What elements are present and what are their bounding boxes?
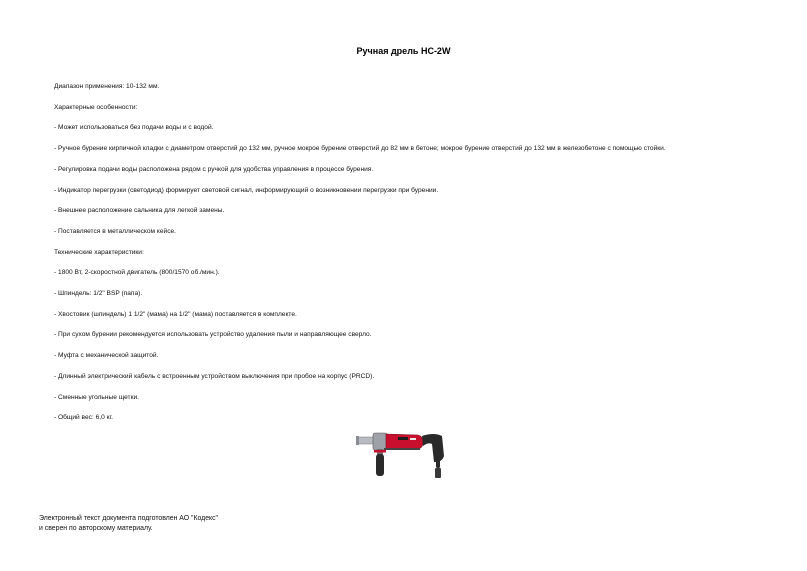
feature-item: - Индикатор перегрузки (светодиод) формирует световой сигнал, информирующий о возникновении перегрузки при бурении. (54, 186, 439, 194)
spec-item: - Общий вес: 6,0 кг. (54, 414, 113, 422)
feature-item: - Может использоваться без подачи воды и с водой. (54, 124, 214, 132)
features-heading: Характерные особенности: (54, 103, 138, 111)
feature-item: - Внешнее расположение сальника для легкой замены. (54, 207, 225, 215)
feature-item: - Ручное бурение кирпичной кладки с диаметром отверстий до 132 мм, ручное мокрое бурение отверстий до 82 мм в бетоне; мокрое бурение отверстий до 132 мм в железобетоне с помощью стойки. (54, 145, 666, 153)
spec-item: - Муфта с механической защитой. (54, 352, 159, 360)
feature-item: - Поставляется в металлическом кейсе. (54, 227, 177, 235)
specs-heading: Технические характеристики: (54, 248, 144, 256)
spec-item: - Хвостовик (шпиндель) 1 1/2" (мама) на 1/2" (мама) поставляется в комплекте. (54, 310, 297, 318)
spec-item: - Длинный электрический кабель с встроенным устройством выключения при пробое на корпус (PRCD). (54, 372, 375, 380)
spec-item: - 1800 Вт, 2-скоростной двигатель (800/1570 об./мин.). (54, 269, 220, 277)
footer-line-1: Электронный текст документа подготовлен АО "Кодекс" (39, 515, 219, 522)
page-title: Ручная дрель НС-2W (356, 46, 451, 56)
spec-item: - При сухом бурении рекомендуется использовать устройство удаления пыли и направляющее сверло. (54, 331, 372, 339)
footer-line-2: и сверен по авторскому материалу. (39, 525, 153, 532)
spec-item: - Сменные угольные щетки. (54, 393, 139, 401)
range-text: Диапазон применения: 10-132 мм. (54, 83, 160, 90)
spec-item: - Шпиндель: 1/2" BSP (папа). (54, 290, 143, 298)
drill-image (356, 428, 448, 480)
footer (39, 514, 218, 534)
feature-item: - Регулировка подачи воды расположена рядом с ручкой для удобства управления в процессе бурения. (54, 165, 374, 173)
document-body (54, 77, 754, 429)
